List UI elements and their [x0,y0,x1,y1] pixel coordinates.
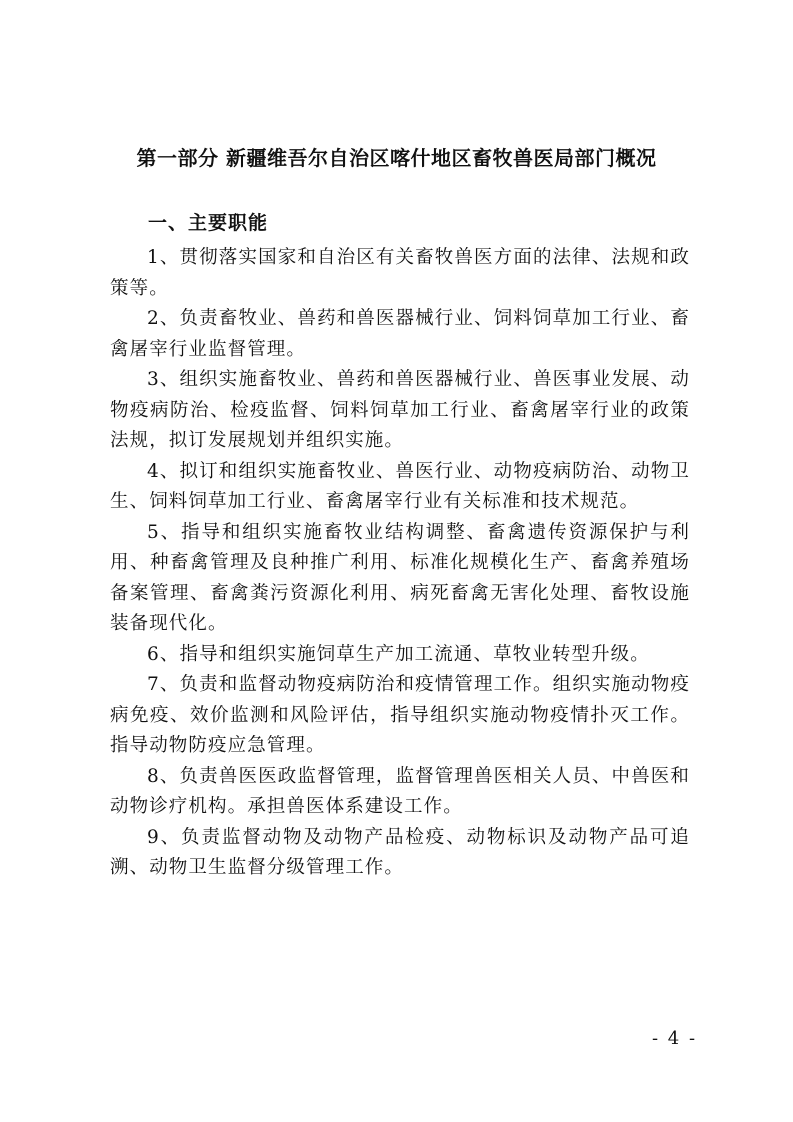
paragraph-7: 7、负责和监督动物疫病防治和疫情管理工作。组织实施动物疫病免疫、效价监测和风险评估，指导组织实施动物疫情扑灭工作。指导动物防疫应急管理。 [110,674,690,756]
paragraph-2: 2、负责畜牧业、兽药和兽医器械行业、饲料饲草加工行业、畜禽屠宰行业监督管理。 [110,308,690,360]
body-text [110,243,690,884]
page-title: 第一部分 新疆维吾尔自治区喀什地区畜牧兽医局部门概况 [136,146,657,170]
paragraph-9: 9、负责监督动物及动物产品检疫、动物标识及动物产品可追溯、动物卫生监督分级管理工作。 [110,826,690,878]
paragraph-1: 1、贯彻落实国家和自治区有关畜牧兽医方面的法律、法规和政策等。 [110,247,690,299]
paragraph-3: 3、组织实施畜牧业、兽药和兽医器械行业、兽医事业发展、动物疫病防治、检疫监督、饲料饲草加工行业、畜禽屠宰行业的政策法规，拟订发展规划并组织实施。 [110,369,690,451]
page-number: - 4 - [652,1028,698,1049]
paragraph-5: 5、指导和组织实施畜牧业结构调整、畜禽遗传资源保护与利用、种畜禽管理及良种推广利用、标准化规模化生产、畜禽养殖场备案管理、畜禽粪污资源化利用、病死畜禽无害化处理、畜牧设施装备现代化。 [110,521,690,634]
paragraph-4: 4、拟订和组织实施畜牧业、兽医行业、动物疫病防治、动物卫生、饲料饲草加工行业、畜禽屠宰行业有关标准和技术规范。 [110,460,690,512]
paragraph-8: 8、负责兽医医政监督管理，监督管理兽医相关人员、中兽医和动物诊疗机构。承担兽医体系建设工作。 [110,765,690,817]
paragraph-6: 6、指导和组织实施饲草生产加工流通、草牧业转型升级。 [147,643,650,665]
section-heading: 一、主要职能 [148,212,269,234]
